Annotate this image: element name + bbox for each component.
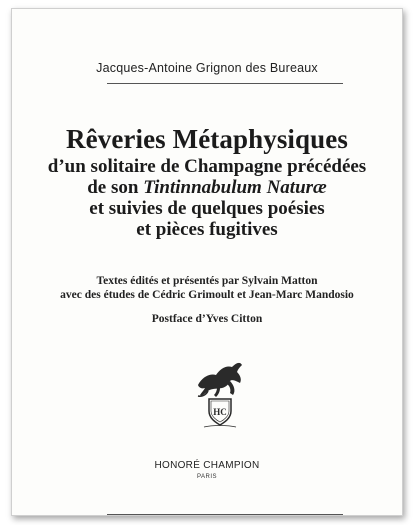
book-title: Rêveries Métaphysiques (66, 124, 348, 154)
top-rule (107, 83, 343, 84)
publisher-name: HONORÉ CHAMPION (154, 460, 260, 471)
subtitle-line-1: d’un solitaire de Champagne précédées (47, 156, 367, 177)
subtitle-line-2 (12, 177, 402, 198)
editors-line-2: avec des études de Cédric Grimoult et Jean-Marc Mandosio (60, 288, 354, 301)
postface-credit: Postface d’Yves Citton (151, 313, 263, 325)
subtitle-line-4: et pièces fugitives (136, 219, 278, 240)
emblem-monogram: HC (213, 407, 227, 417)
bottom-rule (107, 514, 343, 515)
subtitle-line-2-prefix: de son (87, 177, 144, 198)
horse-emblem-icon (190, 355, 250, 431)
subtitle-line-3: et suivies de quelques poésies (89, 198, 325, 219)
author-name: Jacques-Antoine Grignon des Bureaux (96, 61, 318, 75)
book-subtitle (12, 156, 402, 240)
editors-line-1: Textes édités et présentés par Sylvain Matton (96, 275, 318, 287)
editors-credit (12, 275, 402, 302)
publisher-city: PARIS (196, 474, 218, 480)
subtitle-line-2-italic: Tintinnabulum Naturæ (143, 177, 327, 198)
book-cover (11, 8, 403, 516)
